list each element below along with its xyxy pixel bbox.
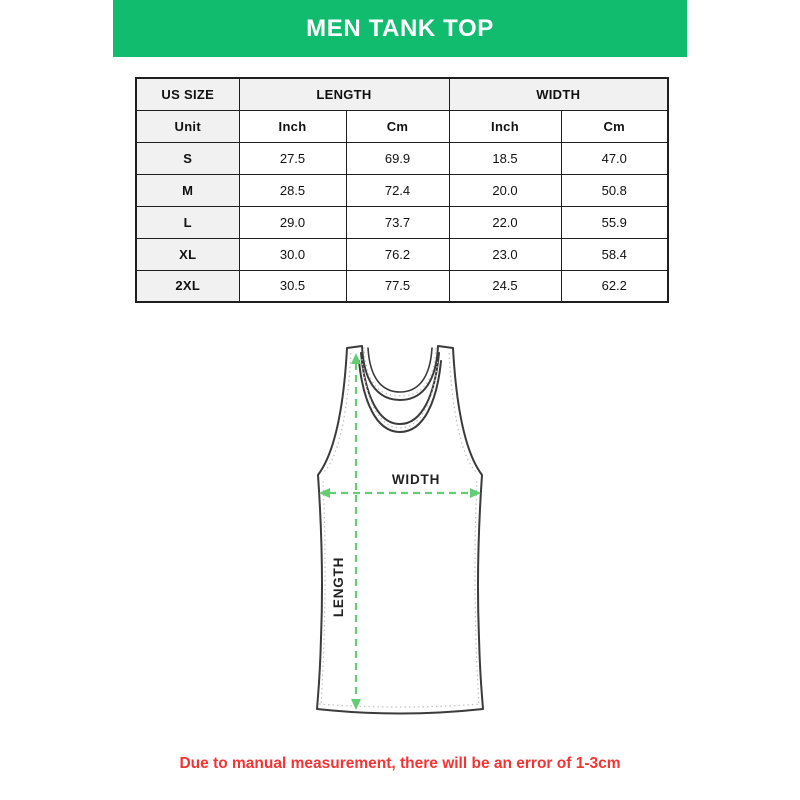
unit-length-inch: Inch [239, 110, 346, 142]
value-cell: 50.8 [561, 174, 668, 206]
tank-top-measurement-diagram [290, 333, 510, 723]
tank-top-outline [317, 346, 483, 714]
value-cell: 30.5 [239, 270, 346, 302]
value-cell: 18.5 [449, 142, 561, 174]
value-cell: 20.0 [449, 174, 561, 206]
value-cell: 30.0 [239, 238, 346, 270]
measurement-note: Due to manual measurement, there will be an error of 1-3cm [179, 755, 621, 772]
table-unit-row [136, 110, 668, 142]
value-cell: 23.0 [449, 238, 561, 270]
table-header-row [136, 78, 668, 110]
value-cell: 29.0 [239, 206, 346, 238]
unit-label: Unit [136, 110, 239, 142]
length-label: LENGTH [331, 556, 346, 618]
table-row [136, 206, 668, 238]
size-cell: XL [136, 238, 239, 270]
value-cell: 69.9 [346, 142, 449, 174]
size-cell: S [136, 142, 239, 174]
unit-width-cm: Cm [561, 110, 668, 142]
col-header-length: LENGTH [239, 78, 449, 110]
table-row [136, 142, 668, 174]
size-cell: L [136, 206, 239, 238]
table-row [136, 174, 668, 206]
value-cell: 72.4 [346, 174, 449, 206]
value-cell: 47.0 [561, 142, 668, 174]
value-cell: 55.9 [561, 206, 668, 238]
unit-length-cm: Cm [346, 110, 449, 142]
value-cell: 62.2 [561, 270, 668, 302]
value-cell: 58.4 [561, 238, 668, 270]
col-header-us-size: US SIZE [136, 78, 239, 110]
value-cell: 24.5 [449, 270, 561, 302]
table-row [136, 238, 668, 270]
table-row [136, 270, 668, 302]
value-cell: 22.0 [449, 206, 561, 238]
value-cell: 27.5 [239, 142, 346, 174]
size-cell: M [136, 174, 239, 206]
page-title: MEN TANK TOP [306, 14, 494, 42]
value-cell: 28.5 [239, 174, 346, 206]
value-cell: 77.5 [346, 270, 449, 302]
size-cell: 2XL [136, 270, 239, 302]
size-chart-table [135, 77, 669, 303]
banner [113, 0, 687, 57]
value-cell: 73.7 [346, 206, 449, 238]
width-label: WIDTH [391, 472, 441, 487]
value-cell: 76.2 [346, 238, 449, 270]
col-header-width: WIDTH [449, 78, 668, 110]
unit-width-inch: Inch [449, 110, 561, 142]
